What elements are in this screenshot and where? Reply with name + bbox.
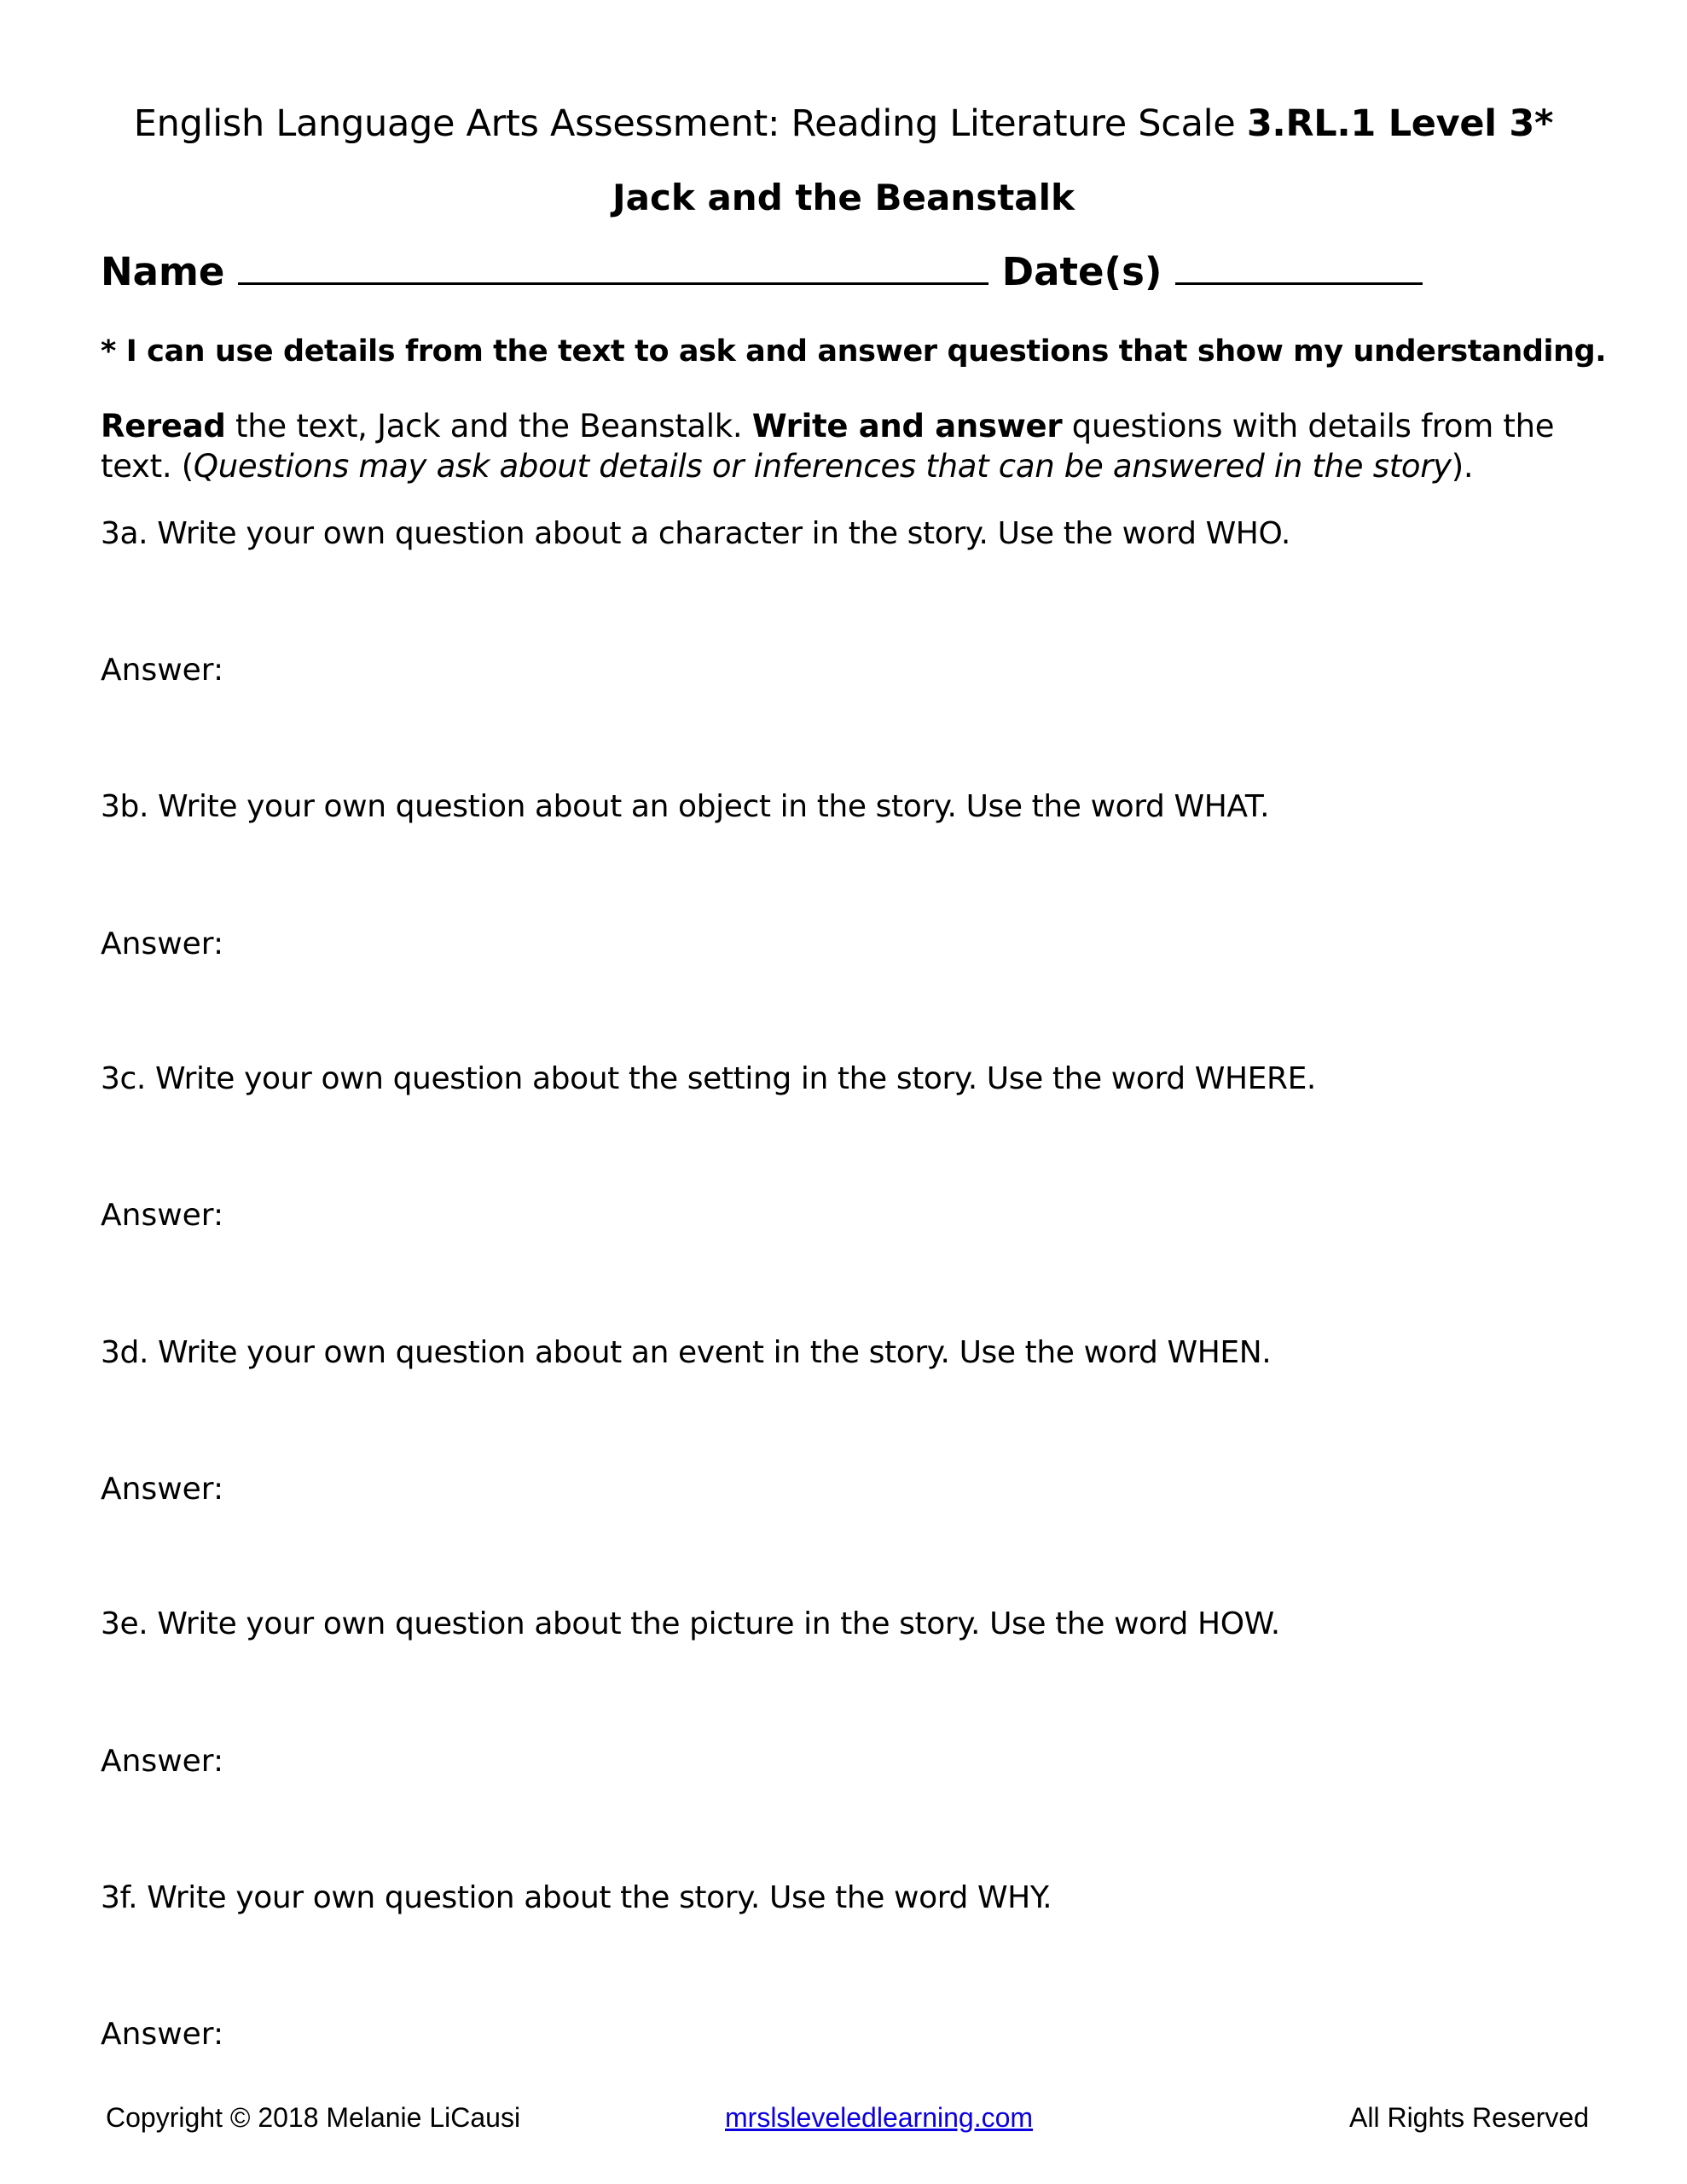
footer-link[interactable]: mrslsleveledlearning.com (725, 2102, 1034, 2133)
story-title: Jack and the Beanstalk (612, 177, 1075, 218)
instr-text: text. ( (101, 448, 194, 485)
footer-copyright: Copyright © 2018 Melanie LiCausi (106, 2102, 521, 2133)
title-text: English Language Arts Assessment: Reading Literature Scale (133, 102, 1247, 145)
instr-italic: Questions may ask about details or inferences that can be answered in the story (193, 448, 1452, 485)
question-3f: 3f. Write your own question about the story. Use the word WHY. (101, 1880, 1052, 1915)
name-date-line (101, 249, 1423, 294)
reread-bold: Reread (101, 408, 226, 444)
date-blank[interactable] (1175, 282, 1423, 285)
answer-label-3d: Answer: (101, 1472, 224, 1507)
learning-goal: * I can use details from the text to ask and answer questions that show my understanding. (101, 334, 1607, 369)
answer-label-3b: Answer: (101, 926, 224, 961)
answer-label-3c: Answer: (101, 1198, 224, 1233)
instr-text: the text, Jack and the Beanstalk. (225, 408, 752, 444)
question-3a: 3a. Write your own question about a character in the story. Use the word WHO. (101, 516, 1290, 551)
assessment-title (0, 102, 1687, 145)
instr-text: questions with details from the (1062, 408, 1555, 444)
name-label: Name (101, 249, 225, 294)
question-3b: 3b. Write your own question about an object in the story. Use the word WHAT. (101, 789, 1270, 824)
answer-label-3a: Answer: (101, 653, 224, 688)
instructions-line-2 (101, 448, 1473, 485)
name-blank[interactable] (238, 282, 988, 285)
footer-rights: All Rights Reserved (1349, 2102, 1589, 2133)
question-3d: 3d. Write your own question about an event in the story. Use the word WHEN. (101, 1335, 1272, 1370)
instructions-line-1 (101, 408, 1554, 444)
write-answer-bold: Write and answer (751, 408, 1063, 444)
instr-text: ). (1451, 448, 1474, 485)
answer-label-3f: Answer: (101, 2017, 224, 2052)
date-label: Date(s) (1001, 249, 1162, 294)
title-standard: 3.RL.1 Level 3* (1246, 102, 1554, 145)
question-3c: 3c. Write your own question about the setting in the story. Use the word WHERE. (101, 1061, 1316, 1096)
question-3e: 3e. Write your own question about the picture in the story. Use the word HOW. (101, 1606, 1280, 1641)
answer-label-3e: Answer: (101, 1744, 224, 1779)
